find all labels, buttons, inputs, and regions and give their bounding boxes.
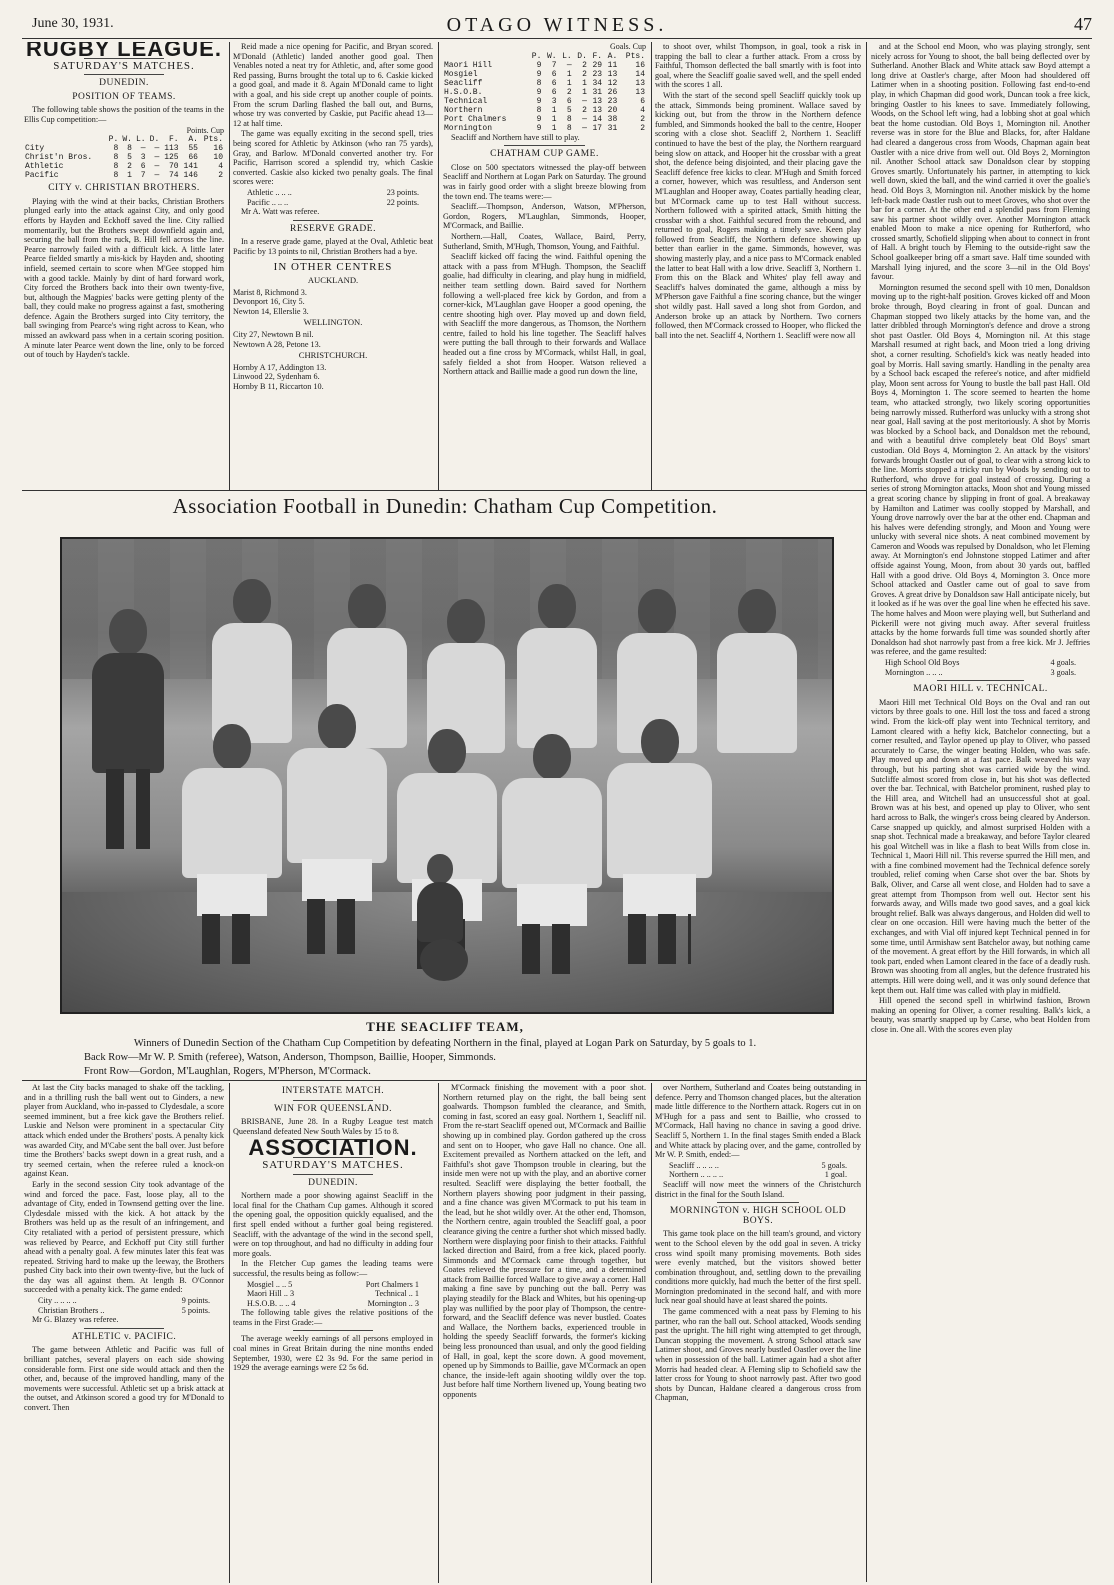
table-row: Mornington 9 1 8 — 17 31 2 (444, 123, 645, 133)
result-line: Newtown A 28, Petone 13. (233, 339, 321, 349)
photo-banner: Association Football in Dunedin: Chatham Cup Competition. (172, 494, 718, 518)
mornington-heading: MORNINGTON v. HIGH SCHOOL OLD BOYS. (669, 1206, 847, 1226)
article-paragraph: The game commenced with a neat pass by Fleming to his partner, who ran the ball out. School attacked, Woods sending past the upright. The hill right wing attempted to get through, Duncan stopping the movement. A strong School attack saw Latimer shoot, and Groves nearly bustled Oastler over the line when in possession of the ball. Latimer again had a shot after Morris had headed clear. A Fleming slip to Schofield saw the latter cross for Young to shoot narrowly past. After two good shots by Duncan, Haldane cleared a dangerous cross from Chapman, (655, 1307, 861, 1403)
section-rule (22, 1080, 867, 1081)
article-paragraph: over Northern, Sutherland and Coates being outstanding in defence. Perry and Thomson changed places, but the alteration made little difference to the Northern attack. Rogers cut in on M'Hugh for a pass and sent to Baillie, who crossed to M'Cormack, Hall having no chance in saving a good drive. Seacliff 5, Northern 1. In the final stages Smith ended a Black and White attack by placing over, and the game, controlled by Mr W. P. Smith, ended:— (655, 1083, 861, 1160)
fletcher-result: H.S.O.B. .. .. 4 Mornington .. 3 (247, 1298, 419, 1308)
table-note: The following table gives the relative positions of the teams in the First Grade:— (233, 1308, 433, 1327)
section-subtitle: SATURDAY'S MATCHES. (53, 59, 195, 72)
referee-line: Mr A. Watt was referee. (241, 207, 320, 217)
article-paragraph: Reid made a nice opening for Pacific, and Bryan scored. M'Donald (Athletic) landed another good goal. Then Venables noted a neat try for Athletic, and, after some good Red passing, Burns brought the total up to 6. Caskie kicked a good goal, and made it 8. Again M'Donald came to light with a goal, and his side crept up another couple of points. From the scrum Darling flashed the ball out, and Burns, whose try was converted by Caskie, put Pacific ahead 13—12 at half time. (233, 42, 433, 128)
result-line: City 27, Newtown B nil. (233, 330, 314, 340)
earnings-note: The average weekly earnings of all persons employed in coal mines in Great Britain during the nine months ended September, 1930, were £2 3s 9d. For the same period in 1929 the average earnings were £2 5s 6d. (233, 1334, 433, 1373)
chatham-heading: CHATHAM CUP GAME. (490, 149, 599, 160)
result-line: Marist 8, Richmond 3. (233, 287, 307, 297)
column-rule (651, 1083, 652, 1583)
article-paragraph: In the Fletcher Cup games the leading teams were successful, the results being as follow:— (233, 1259, 433, 1278)
column-bottom-chatham (443, 1083, 646, 1583)
table-header-row: P. W. L. D. F. A. Pts. (108, 135, 223, 145)
association-subtitle: SATURDAY'S MATCHES. (262, 1158, 404, 1171)
column-rule (866, 42, 867, 1582)
article-paragraph: With the start of the second spell Seacliff quickly took up the attack, Simmonds being prominent. Wallace saved by kicking out, but from the throw in the Northern defence fumbled, and Simmonds hooked the ball to the centre, Hooper scoring with a close shot. Seacliff 2, Northern 1. Seacliff continued to have the best of the play, the Northern rearguard being slow on attack, and Hooper hit the crossbar with a great shot, the defence being disjointed, and their placing gave the Seacliff defence free kicks to clear. M'Hugh and Smith forced a corner, however, which was resultless, and Anderson sent M'Laughlan and Hooper away, Coates partially heading clear, but M'Cormack came up to test Hall without success. Northern followed with a spirited attack, Smith hitting the crossbar with a shot. Faithful secured from the rebound, and returned to goal, Rogers making a timely save. Keen play followed from Seacliff, the Northern defence showing up better than earlier in the game. Simmonds, however, was showing masterly play, and a nice pass to M'Cormack enabled the latter to beat Hall with a low drive. Seacliff 3, Northern 1. From this on the Black and Whites' play fell away and Seacliff's halves dominated the game, although a miss by M'Pherson gave Faithful a fine scoring chance, but the winger shot wildly past. Hall saved a long shot from Gordon, and Anderson broke up an attack by Northern. Two corners followed, then M'Cormack crossed to Hooper, who flicked the ball into the net. Seacliff 4, Northern 1. Seacliff were now all (655, 90, 861, 340)
win-heading: WIN FOR QUEENSLAND. (274, 1103, 392, 1114)
score-line: Northern .. .. .. .. 1 goal. (669, 1170, 847, 1180)
position-heading: POSITION OF TEAMS. (72, 91, 176, 102)
article-paragraph: This game took place on the hill team's ground, and victory went to the School eleven by the odd goal in seven. A tricky cross wind spoilt many promising movements. Both sides were evenly matched, but the visitors showed better combination throughout, and, settling down to the prevailing conditions more quickly, had much the better of the first spell. Mornington predominated in the second half, and with more luck near goal should have at least shared the points. (655, 1229, 861, 1306)
article-paragraph: Close on 500 spectators witnessed the play-off between Seacliff and Northern at Logan Park on Saturday. The ground was in fairly good order with a slight breeze blowing from the town end. The teams were:— (443, 162, 646, 201)
result-line: Linwood 22, Sydenham 6. (233, 372, 320, 382)
standings-table (443, 52, 646, 133)
score-line: High School Old Boys 4 goals. (885, 658, 1076, 667)
column-rule (438, 42, 439, 490)
article-paragraph: Maori Hill met Technical Old Boys on the Oval and ran out victors by three goals to one. Hill lost the toss and faced a strong wind. From the kick-off play went into Technical territory, and Lamont cleared with a hefty kick, Batchelor connecting, but a corner resulted, and Taylor opened up play to Oliver, who passed accurately to Carse, the winger beating Holden, who was safe. Play moved up and down at a fast pace. Balk weaved his way through, but his parting shot was carried wide by the wind. Sutcliffe almost scored from close in, but his shot was deflected over the bar. Technical, with Batchelor prominent, rushed play to the Hill area, and Witchell had an unsuccessful shot at goal. Brown was at his best, and opened up play to Oliver, who sent hard across to Balk, the winger's cross being cleared by Anderson. Carse snapped up quickly, and almost surprised Holden with a snap shot. Technical made a breakaway, and before Taylor cleared his goal Witchell was in like a flash to beat Wills from close in. Technical 1, Maori Hill nil. This reverse spurred the Hill men, and with a fine combined movement had the Technical defence sorely troubled, relief coming when Carse shot over the bar. Shots by Balk, Oliver, and Carse all went close, and Holden had to save a great attempt from Thompson from well out. Hector sent his forwards away, and Wills made two good saves, and a goal kick brought relief. Balk was always dangerous, and Holden did well to clear on one occasion. Hill were having much the better of the exchanges, and with Vial off injured kept Technical penned in for some time, until Armishaw sent Batchelor away, but nothing came of the movement. A great effort by the Hill forwards, in which all took part, ended when Lamont cleared in the face of a deadly rush. Brown was shooting from all angles, but the defence frustrated his attempts. Hill were doing well, and it was only sound defence that kept them out. Half time was called with play in midfield. (871, 697, 1090, 995)
masthead: OTAGO WITNESS. (446, 14, 668, 36)
article-paragraph: Playing with the wind at their backs, Christian Brothers plunged early into the attack against City, and only good efforts by Hayden and Eckhoff saved the line. City rallied momentarily, but the Brothers swept downfield again and, securing the ball from the ruck, B. Hill fell across the line. Pearce narrowly failed with a difficult kick. A little later Pearce fielded smartly a mis-kick by Hayden and, shooting infield, seemed certain to score when M'Gee stopped him with a good tackle. Mainly by dint of hard forward work, City forced the Brothers back into their own twenty-five, but, although the Magpies' backs were getting plenty of the ball, they could make no progress against a fast, smothering defence. Again the Brothers surged into City territory, the ball swinging from Pearce's wing right across to Kean, who missed an awkward pass when in a certain scoring position. A minute later Pearce went down the line, only to be forced out of touch by Hayden's tackle. (24, 196, 224, 360)
column-rule (229, 42, 230, 490)
page-header (22, 14, 1092, 38)
football (420, 939, 468, 981)
article-paragraph: Seacliff.—Thompson, Anderson, Watson, M'Pherson, Gordon, Rogers, M'Laughlan, Simmonds, Hooper, M'Cormack, and Baillie. (443, 202, 646, 231)
christchurch-heading: CHRISTCHURCH. (298, 350, 368, 361)
column-chatham-cont (655, 42, 861, 487)
reserve-text: In a reserve grade game, played at the Oval, Athletic beat Pacific by 13 points to nil, Christian Brothers had a bye. (233, 237, 433, 256)
result-line: Hornby B 11, Riccarton 10. (233, 382, 324, 391)
table-note: Seacliff and Northern have still to play. (451, 132, 580, 142)
player-figure (287, 704, 387, 974)
table-header-row: P. W. L. D. F. A. Pts. (531, 51, 645, 61)
athletic-heading: ATHLETIC v. PACIFIC. (71, 1331, 177, 1342)
score-line: Pacific .. .. .. 22 points. (247, 197, 419, 207)
table-row: City 8 8 — — 113 55 16 (25, 144, 223, 154)
column-rugby-league (24, 42, 224, 487)
score-line: City .. .. .. .. 9 points. (38, 1296, 210, 1306)
maori-hill-heading: MAORI HILL v. TECHNICAL. (913, 684, 1048, 695)
result-line: Newton 14, Ellerslie 3. (233, 306, 309, 316)
team-photograph (60, 537, 834, 1014)
table-row: H.S.O.B. 9 6 2 1 31 26 13 (444, 87, 645, 97)
table-row: Technical 9 3 6 — 13 23 6 (444, 96, 645, 106)
column-rule (229, 1083, 230, 1583)
player-figure (502, 734, 602, 979)
place-heading: DUNEDIN. (99, 78, 149, 89)
column-bottom-association (233, 1083, 433, 1583)
fletcher-result: Mosgiel .. .. 5 Port Chalmers 1 (247, 1279, 419, 1289)
article-paragraph: Northern made a poor showing against Seacliff in the local final for the Chatham Cup games. Although it scored the opening goal, the opposition quickly equalised, and the first spell ended without a further goal being registered. Seacliff, with the advantage of the wind in the second spell, were on top throughout, and had no difficulty in adding four more goals. (233, 1191, 433, 1258)
issue-date: June 30, 1931. (32, 16, 114, 31)
article-paragraph: and at the School end Moon, who was playing strongly, sent nicely across for Young to shoot, the ball being deflected over by Sutherland. Another Black and White attack saw Boyd attempt a long drive at Oastler's charge, after Moon had shouldered off Latimer when in a shooting position. Following fast end-to-end play, in which Chapman did good work, Duncan took a free kick, bringing Oastler to his knees to save. Immediately following, Woods, on the School left wing, had a lobbing shot at goal which beat the home custodian. Old Boys 1, Mornington nil. Another reverse was in store for the Blue and Blacks, for, after Haldane had cleared a dangerous cross from Woods, Chapman again beat Oastler with a nice drive from well out. Old Boys 2, Mornington nil. Another School attack saw Donaldson clear by stopping Groves smartly. Unfortunately his partner, in attempting to kick well down, skied the ball, and the wind carried it over the goalie's head. Old Boys 3, Mornington nil. Another miskick by the home left-back made Oastler rush out to meet Groves, who shot over the bar for a corner. At the other end a splendid pass from Fleming saw his partner shoot wildly over. Another Mornington attack enabled Moon to make a nice opening for Rutherford, who crossed smartly, Schofield slipping when about to connect in front of Hall. A bright touch by Fleming to the outside-right saw the School goalkeeper bring off a smart save. Half time sounded with Marshall lying injured, and the score 3—nil in the Old Boys' favour. (871, 42, 1090, 282)
player-figure (717, 589, 797, 789)
table-row: Maori Hill 9 7 — 2 29 11 16 (444, 60, 645, 70)
column-mornington-maori-hill (871, 42, 1090, 1580)
caption-text: Winners of Dunedin Section of the Chatham Cup Competition by defeating Northern in the final, played at Logan Park on Saturday, by 5 goals to 1. (133, 1038, 757, 1049)
score-line: Athletic .. .. .. 23 points. (247, 187, 419, 197)
table-superheading: Points. Cup (186, 125, 224, 135)
article-paragraph: The game was equally exciting in the second spell, tries being scored for Athletic by Atkinson (who ran 75 yards), Gray, and Barlow. M'Donald converted another try. For Pacific, Harrison scored a splendid try, which Caskie converted. Caskie also kicked two penalty goals. The final scores were: (233, 129, 433, 187)
position-intro: The following table shows the position of the teams in the Ellis Cup competition:— (24, 105, 224, 124)
section-title: RUGBY LEAGUE. (26, 42, 222, 61)
column-rule (651, 42, 652, 490)
match-heading: CITY v. CHRISTIAN BROTHERS. (48, 183, 200, 194)
interstate-heading: INTERSTATE MATCH. (281, 1086, 385, 1096)
score-line: Mornington .. .. .. 3 goals. (885, 667, 1076, 677)
table-row: Port Chalmers 9 1 8 — 14 38 2 (444, 114, 645, 124)
article-paragraph: Northern.—Hall, Coates, Wallace, Baird, Perry, Sutherland, Smith, M'Hugh, Thomson, Young, and Faithful. (443, 231, 646, 251)
association-title: ASSOCIATION. (248, 1135, 418, 1161)
reserve-heading: RESERVE GRADE. (290, 223, 376, 234)
article-paragraph: Early in the second session City took advantage of the wind and forced the pace. Fast, loose play, all to the advantage of City, ended in Townsend getting over the line. Clydesdale missed with the kick. A hot attack by the Brothers was held up as the result of an infringement, and City retaliated with a period of persistent pressure, which was relieved by Pearce, and Eckhoff put City still further ahead with a penalty goal. A few minutes later this feat was repeated. Striving hard to make up the leeway, the Brothers pushed City back into their own twenty-five, but the luck of the day was all against them. At length B. O'Connor succeeded with a penalty kick. The game ended: (24, 1179, 224, 1295)
caption-title: THE SEACLIFF TEAM, (366, 1019, 524, 1034)
photo-caption (22, 1020, 868, 1079)
referee-line: Mr G. Blazey was referee. (32, 1315, 119, 1325)
score-line: Seacliff .. .. .. .. 5 goals. (669, 1160, 847, 1170)
header-rule (22, 38, 1092, 39)
fletcher-result: Maori Hill .. 3 Technical .. 1 (247, 1289, 419, 1299)
caption-back-row: Back Row—Mr W. P. Smith (referee), Watson, Anderson, Thompson, Baillie, Hooper, Simmonds. (84, 1052, 496, 1063)
article-paragraph: to shoot over, whilst Thompson, in goal, took a risk in trapping the ball to clear a further attack. From a cross by Faithful, Thomson deflected the ball smartly with is foot into goal, where the Seacliff goalie saved well, and the spell ended with the scores 1 all. (655, 42, 861, 90)
table-row: Athletic 8 2 6 — 70 141 4 (25, 162, 223, 172)
centres-heading: IN OTHER CENTRES (273, 261, 393, 274)
result-line: Hornby A 17, Addington 13. (233, 362, 327, 372)
column-bottom-rugby (24, 1083, 224, 1583)
score-line: Christian Brothers .. 5 points. (38, 1305, 210, 1315)
wellington-heading: WELLINGTON. (303, 317, 363, 328)
table-row: Mosgiel 9 6 1 2 23 13 14 (444, 69, 645, 79)
interstate-text: BRISBANE, June 28. In a Rugby League test match Queensland defeated New South Wales by 15 to 8. (233, 1117, 433, 1136)
table-row: Seacliff 8 6 1 1 34 12 13 (444, 78, 645, 88)
article-paragraph: Mornington resumed the second spell with 10 men, Donaldson moving up to the right-half position. Groves kicked off and Moon broke through, Boyd clearing in front of goal. Duncan and Chapman stopped two likely attacks by the home van, and the latter dribbled through Mornington's defence and drove a strong shot past Oastler. Old Boys 4, Mornington nil. At this stage Marshall resumed at right back, and Moon tried a long driving shot, a corner resulting. Schofield's kick was neatly headed into goal by Morris. Hall saving smartly. Handling in the penalty area by a School back escaped the referee's notice, and after midfield play, Moon sent across for Young to bustle the ball past Hall. Old Boys 4, Mornington 1. The score seemed to hearten the home team, who attacked strongly, two likely scoring opportunities being narrowly missed. Rutherford was unlucky with a strong shot near goal, Hall saving at the post meritoriously. A shot by Morris was blocked by a School back, and Donaldson met the rebound, and with a beautiful drive completely beat Old Boys' smart custodian. Old Boys 4, Mornington 2. An attack by the visitors' forwards brought Oastler out of goal, to clear with a strong kick to the line. Morris stopped a tricky run by Woods by sending out to Rutherford, who drove for goal instead of crossing. During a series of strong Mornington attacks, Moon shot and Young missed a great scoring chance by slipping in front of goal. A breakaway by Hamilton and Latimer was coolly stopped by Marshall, and Young drove narrowly over the bar at the other end. Chapman and his halves were defending strongly, and Moon and Young were unlucky with several nice shots. A neat combined movement by Cameron and Woods was repulsed by Donaldson, who let Fleming away. At Mornington's end Johnstone stopped Latimer and after offside against Young, Moon, from about 30 yards out, baffled Hall with a good drive. Old Boys 4, Mornington 3. Once more School attacked and Oastler came out of goal to save from Groves. A great drive by Donaldson saw Hall anticipate nicely, but it looked as if he was over the goal line when he effected his save. The home halves and Moon were playing well, but Sutherland and Pickerill were not giving much away. After several fruitless attacks by the home forwards full time was sounded shortly after Donaldson had shot narrowly past from a free kick. Mr J. Jeffries was referee, and the game resulted: (871, 282, 1090, 657)
column-rule (438, 1083, 439, 1583)
article-paragraph: The game between Athletic and Pacific was full of brilliant patches, several players on each side showing considerable form. First one side would attack and then the other, and, because of the improved handling, many of the movements were successful. Athletic set up a brisk attack at the outset, and Atkinson scored a good try for M'Donald to convert. Then (24, 1345, 224, 1412)
article-paragraph: At last the City backs managed to shake off the tackling, and in a thrilling rush the ball went out to Ginders, a new player from Auckland, who in-passed to Clydesdale, a score seemed imminent, but a free kick gave the Brothers relief. Luskie and Nelson were prominent in a spectacular City attack which ended under the Brothers' posts. A penalty kick was awarded City, and M'Cabe sent the ball over. Just before time the Brothers' backs swept down in a great rush, and a try seemed certain, when the referee ruled a knock-on against Kean. (24, 1083, 224, 1179)
column-bottom-mornington (655, 1083, 861, 1583)
section-rule (22, 490, 867, 491)
player-figure (92, 609, 164, 979)
page-number: 47 (1074, 14, 1092, 34)
table-superheading: Goals. Cup (610, 42, 646, 51)
table-row: Christ'n Bros. 8 5 3 — 125 66 10 (25, 153, 223, 163)
table-row: Northern 8 1 5 2 13 20 4 (444, 105, 645, 115)
article-paragraph: M'Cormack finishing the movement with a poor shot. Northern returned play on the right, the ball being sent goalwards. Thompson fumbled the clearance, and Smith, coming in fast, scored an easy goal. Northern 1, Seacliff nil. From the re-start Seacliff opened out, M'Cormack and Baillie showing up in combined play. Gordon gathered up the cross and sent on to Hooper, who gave Hall no chance. One all. Excitement prevailed as Northern attacked on the left, and Faithful's shot gave Thompson trouble in clearing, but the inside men were not up with the play, and an abortive corner resulted. Seacliff were displaying the better football, the Northern players showing poor judgment in their passing, and a fine chance was given M'Cormack to put his team in the lead, but he shot wildly over. At the other end, Thomson, the Northern centre, again troubled the Seacliff goal, a poor clearance giving the centre a further shot which missed badly. Northern were displaying poor finish to their attacks. Faithful lacked direction and Baird, from a free kick, placed poorly. Simmonds and M'Cormack came through together, but Coates relieved the pressure for a time, and a determined attack from Baillie forced Wallace to give away a corner. Hall making a fine save by punching out the ball. Perry was playing steadily for the Black and Whites, but his opening-up play was nullified by the poor play of Thompson, the centre-forward, and the Seacliff defence was never bustled. Coates and Wallace, the Northern backs, experienced trouble in holding the speedy Seacliff forwards, the former's kicking being less pronounced than usual, and only the good fielding of Hall, in goal, kept the score down. A good movement, opened up by Simmonds to Baillie, gave M'Cormack an open chance, the inside-left again shooting wildly over the top. Just before half time Northern livened up, Young beating two opponents (443, 1083, 646, 1399)
article-paragraph: Seacliff will now meet the winners of the Christchurch district in the final for the South Island. (655, 1179, 861, 1199)
player-figure (607, 719, 712, 979)
article-paragraph: Seacliff kicked off facing the wind. Faithful opening the attack with a pass from M'Hugh. Thompson, the Seacliff goalie, had difficulty in clearing, and play hung in midfield, neither team settling down. Baird saved for Northern following a well-placed free kick by Gordon, and from a corner-kick, M'Laughlan gave Hooper a good opening, the centre shooting high over. Play moved up and down field, with Seacliff the more dangerous, as Thomson, the Northern centre, failed to hold his line together. The Seacliff halves were putting the ball through to their forwards and Wallace headed out a fine cross by M'Cormack, whilst Hall, in goal, safely fielded a shot from Hooper. Watson relieved a Northern attack and Baillie made a good run down the line, (443, 252, 646, 377)
column-association-table (443, 42, 646, 487)
auckland-heading: AUCKLAND. (307, 275, 359, 286)
standings-table (24, 135, 224, 180)
caption-front-row: Front Row—Gordon, M'Laughlan, Rogers, M'Pherson, M'Cormack. (84, 1066, 371, 1077)
result-line: Devonport 16, City 5. (233, 297, 305, 307)
association-place: DUNEDIN. (308, 1177, 358, 1188)
table-row: Pacific 8 1 7 — 74 146 2 (25, 171, 223, 181)
player-figure (182, 724, 282, 974)
article-paragraph: Hill opened the second spell in whirlwind fashion, Brown making an opening for Oliver, a corner resulting. Balk's kick, a beauty, was smartly snapped up by Carse, who beat Holden from close in. One all. With the scores even play (871, 996, 1090, 1034)
column-rugby-league-cont (233, 42, 433, 487)
